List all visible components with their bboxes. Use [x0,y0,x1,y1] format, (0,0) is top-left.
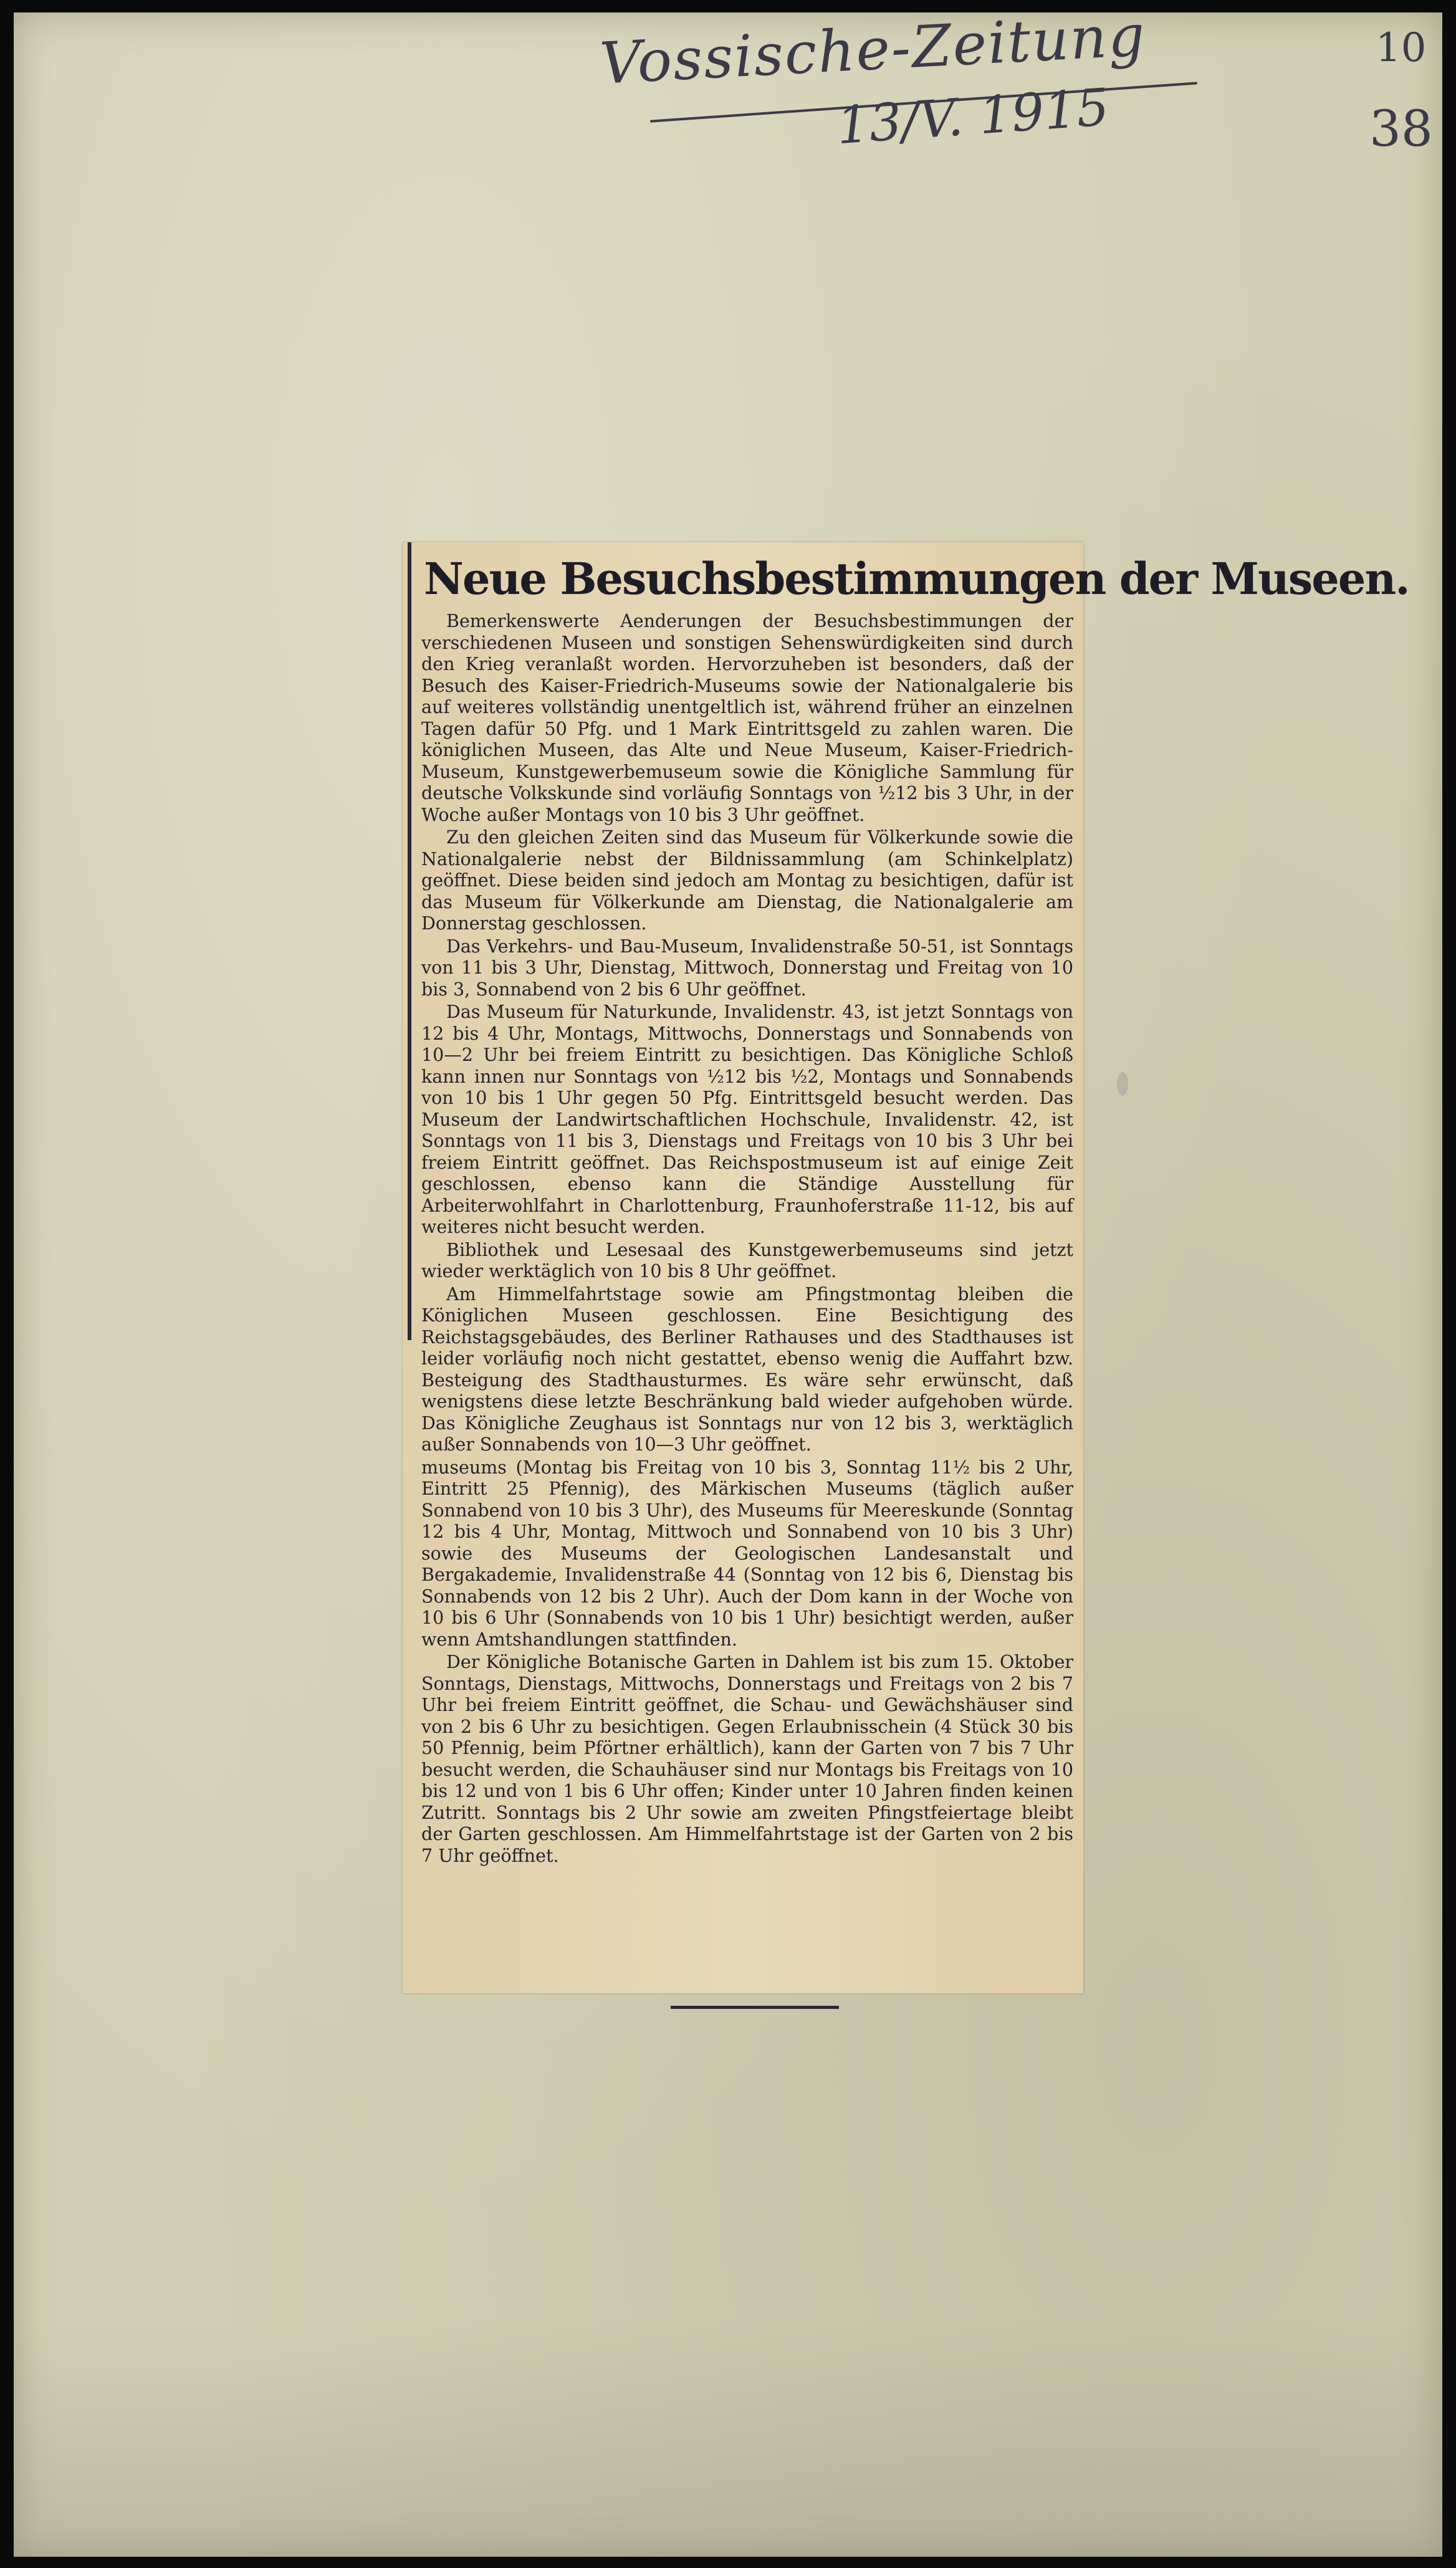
handwritten-date: 13/V. 1915 [835,77,1111,156]
newspaper-clipping [403,542,1409,1993]
handwritten-folio-number: 10 [1376,25,1427,71]
article-paragraph: Zu den gleichen Zeiten sind das Museum für Völkerkunde sowie die Nationalgalerie nebst der Bildnissammlung (am Schinkelplatz) geöffnet. Diese beiden sind jedoch am Montag zu besichtigen, dafür ist das Museum für Völkerkunde am Dienstag, die Nationalgalerie am Donnerstag geschlossen. [421,827,1073,934]
article-end-rule [671,2006,839,2009]
article-headline: Neue Besuchsbestimmungen der Museen. [424,553,1409,605]
article-paragraph: Das Verkehrs- und Bau-Museum, Invalidenstraße 50-51, ist Sonntags von 11 bis 3 Uhr, Dienstag, Mittwoch, Donnerstag und Freitag von 10 bis 3, Sonnabend von 2 bis 6 Uhr geöffnet. [421,936,1073,1000]
sheet-bottom-shading [14,2320,1442,2557]
article-paragraph: Am Himmelfahrtstage sowie am Pfingstmontag bleiben die Königlichen Museen geschlossen. Eine Besichtigung des Reichstagsgebäudes, des Berliner Rathauses und des Stadthauses ist leider vorläufig noch nicht gestattet, ebenso wenig die Auffahrt bzw. Besteigung des Stadthausturmes. Es wäre sehr erwünscht, daß wenigstens diese letzte Beschränkung bald wieder aufgehoben würde. Das Königliche Zeughaus ist Sonntags nur von 12 bis 3, werktäglich außer Sonnabends von 10—3 Uhr geöffnet. [421,1283,1073,1455]
paper-stain [1117,1072,1128,1096]
column-rule [408,542,411,1340]
article-paragraph: Der Königliche Botanische Garten in Dahlem ist bis zum 15. Oktober Sonntags, Dienstags, Mittwochs, Donnerstags und Freitags von 2 bis 7 Uhr bei freiem Eintritt geöffnet, die Schau- und Gewächshäuser sind von 2 bis 6 Uhr zu besichtigen. Gegen Erlaubnisschein (4 Stück 30 bis 50 Pfennig, beim Pförtner erhältlich), kann der Garten von 7 bis 7 Uhr besucht werden, die Schauhäuser sind nur Montags bis Freitags von 10 bis 12 und von 1 bis 6 Uhr offen; Kinder unter 10 Jahren finden keinen Zutritt. Sonntags bis 2 Uhr sowie am zweiten Pfingstfeiertage bleibt der Garten geschlossen. Am Himmelfahrtstage ist der Garten von 2 bis 7 Uhr geöffnet. [421,1652,1073,1866]
article-body [421,611,1073,1868]
article-paragraph: museums (Montag bis Freitag von 10 bis 3, Sonntag 11½ bis 2 Uhr, Eintritt 25 Pfennig), des Märkischen Museums (täglich außer Sonnabend von 10 bis 3 Uhr), des Museums für Meereskunde (Sonntag 12 bis 4 Uhr, Montag, Mittwoch und Sonnabend von 10 bis 3 Uhr) sowie des Museums der Geologischen Landesanstalt und Bergakademie, Invalidenstraße 44 (Sonntag von 12 bis 6, Dienstag bis Sonnabends von 12 bis 2 Uhr). Auch der Dom kann in der Woche von 10 bis 6 Uhr (Sonnabends von 10 bis 1 Uhr) besichtigt werden, außer wenn Amtshandlungen stattfinden. [421,1457,1073,1650]
handwritten-page-number: 38 [1369,100,1433,158]
archive-sheet [14,2,1442,2557]
article-paragraph: Bibliothek und Lesesaal des Kunstgewerbemuseums sind jetzt wieder werktäglich von 10 bis 8 Uhr geöffnet. [421,1239,1073,1282]
handwritten-newspaper-name: Vossische-Zeitung [598,2,1148,97]
article-paragraph: Das Museum für Naturkunde, Invalidenstr. 43, ist jetzt Sonntags von 12 bis 4 Uhr, Montags, Mittwochs, Donnerstags und Sonnabends von 10—2 Uhr bei freiem Eintritt zu besichtigen. Das Königliche Schloß kann innen nur Sonntags von ½12 bis ½2, Montags und Sonnabends von 10 bis 1 Uhr gegen 50 Pfg. Eintrittsgeld besucht werden. Das Museum der Landwirtschaftlichen Hochschule, Invalidenstr. 42, ist Sonntags von 11 bis 3, Dienstags und Freitags von 10 bis 3 Uhr bei freiem Eintritt geöffnet. Das Reichspostmuseum ist auf einige Zeit geschlossen, ebenso kann die Ständige Ausstellung für Arbeiterwohlfahrt in Charlottenburg, Fraunhoferstraße 11-12, bis auf weiteres nicht besucht werden. [421,1002,1073,1237]
article-paragraph: Bemerkenswerte Aenderungen der Besuchsbestimmungen der verschiedenen Museen und sonstigen Sehenswürdigkeiten sind durch den Krieg veranlaßt worden. Hervorzuheben ist besonders, daß der Besuch des Kaiser-Friedrich-Museums sowie der Nationalgalerie bis auf weiteres vollständig unentgeltlich ist, während früher an einzelnen Tagen dafür 50 Pfg. und 1 Mark Eintrittsgeld zu zahlen waren. Die königlichen Museen, das Alte und Neue Museum, Kaiser-Friedrich-Museum, Kunstgewerbemuseum sowie die Königliche Sammlung für deutsche Volkskunde sind vorläufig Sonntags von ½12 bis 3 Uhr, in der Woche außer Montags von 10 bis 3 Uhr geöffnet. [421,611,1073,825]
